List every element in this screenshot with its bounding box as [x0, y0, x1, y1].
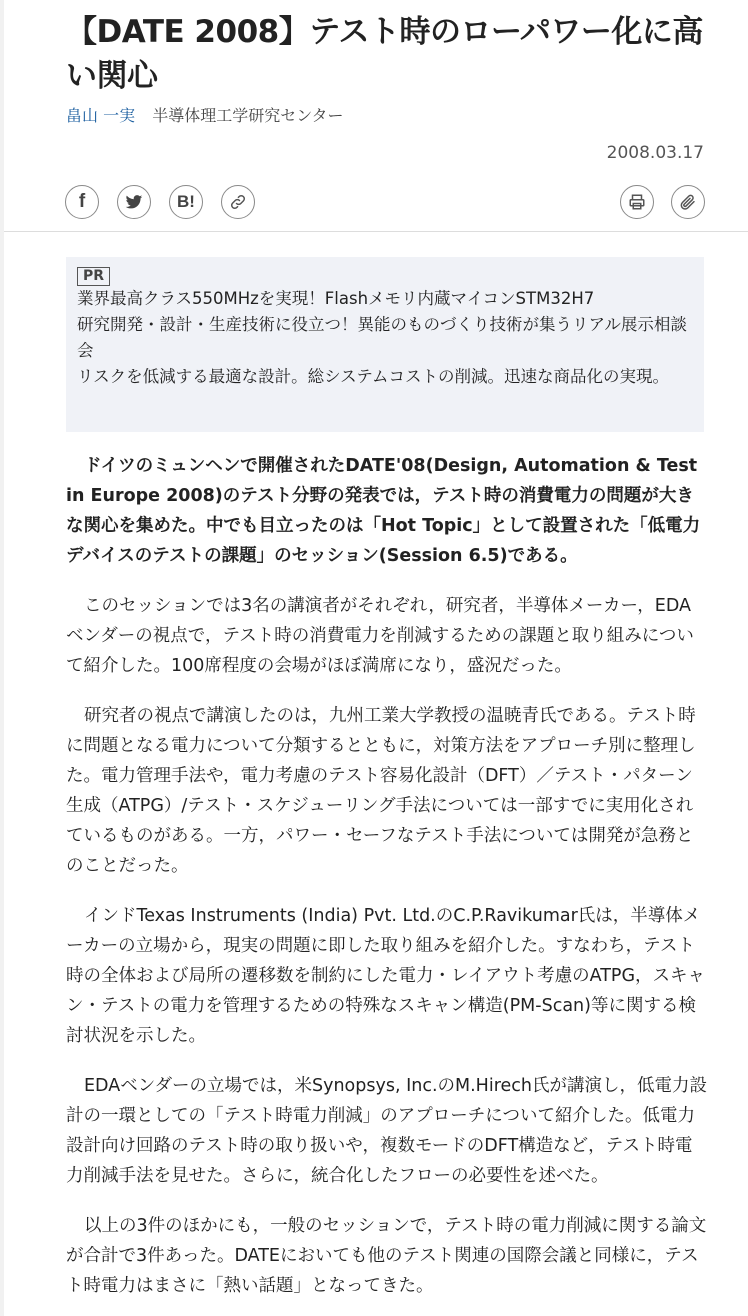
author-affiliation: 半導体理工学研究センター	[152, 106, 344, 125]
print-button[interactable]	[620, 185, 654, 219]
pr-box	[66, 257, 704, 432]
print-icon	[628, 193, 646, 211]
link-icon	[229, 193, 247, 211]
pr-link[interactable]: リスクを低減する最適な設計。総システムコストの削減。迅速な商品化の実現。	[77, 367, 670, 386]
paragraph-text: EDAベンダーの立場では，米Synopsys, Inc.のM.Hirech氏が講演し，低電力設計の一環としての「テスト時電力削減」のアプローチについて紹介した。低電力設計向け回路のテスト時の取り扱いや，複数モードのDFT構造など，テスト時電力削減手法を見せた。さらに，統合化したフローの必要性を述べた。	[66, 1076, 707, 1186]
facebook-share-button[interactable]	[65, 185, 99, 219]
body-paragraph	[66, 901, 708, 1051]
byline	[66, 103, 344, 129]
body-paragraph	[66, 1211, 708, 1301]
article-title: 【DATE 2008】テスト時のローパワー化に高い関心	[66, 14, 703, 94]
publish-date: 2008.03.17	[606, 143, 704, 163]
lead-text: ドイツのミュンヘンで開催されたDATE'08(Design, Automation & Test in Europe 2008)のテスト分野の発表では，テスト時の消費電力の問題が大きな関心を集めた。中でも目立ったのは「Hot Topic」として設置された「低電力デバイスのテストの課題」のセッション(Session 6.5)である。	[66, 456, 701, 566]
page-left-border	[0, 0, 4, 1316]
lead-paragraph	[66, 451, 708, 571]
author-link[interactable]: 畠山 一実	[66, 106, 136, 125]
body-paragraph	[66, 701, 708, 881]
body-paragraph	[66, 1071, 708, 1191]
hatena-bookmark-icon: B!	[177, 192, 195, 211]
twitter-share-button[interactable]	[117, 185, 151, 219]
paragraph-text: このセッションでは3名の講演者がそれぞれ，研究者，半導体メーカー，EDAベンダーの視点で，テスト時の消費電力を削減するための課題と取り組みについて紹介した。100席程度の会場がほぼ満席になり，盛況だった。	[66, 596, 694, 676]
facebook-icon: f	[78, 191, 86, 212]
pr-link[interactable]: 業界最高クラス550MHzを実現！Flashメモリ内蔵マイコンSTM32H7	[77, 289, 595, 308]
twitter-icon	[125, 195, 143, 210]
paragraph-text: 以上の3件のほかにも，一般のセッションで，テスト時の電力削減に関する論文が合計で3件あった。DATEにおいても他のテスト関連の国際会議と同様に，テスト時電力はまさに「熱い話題」となってきた。	[66, 1216, 707, 1296]
copy-link-button[interactable]	[221, 185, 255, 219]
pr-badge: PR	[77, 267, 110, 286]
body-paragraph	[66, 591, 708, 681]
clip-button[interactable]	[671, 185, 705, 219]
paragraph-text: 研究者の視点で講演したのは，九州工業大学教授の温暁青氏である。テスト時に問題となる電力について分類するとともに，対策方法をアプローチ別に整理した。電力管理手法や，電力考慮のテスト容易化設計（DFT）／テスト・パターン生成（ATPG）/テスト・スケジューリング手法については一部すでに実用化されているものがある。一方，パワー・セーフなテスト手法については開発が急務とのことだった。	[66, 706, 696, 876]
clip-icon	[679, 193, 697, 211]
hatena-bookmark-button[interactable]	[169, 185, 203, 219]
header-divider	[4, 231, 748, 232]
paragraph-text: インドTexas Instruments (India) Pvt. Ltd.のC.P.Ravikumar氏は，半導体メーカーの立場から，現実の問題に即した取り組みを紹介した。すなわち，テスト時の全体および局所の遷移数を制約にした電力・レイアウト考慮のATPG，スキャン・テストの電力を管理するための特殊なスキャン構造(PM-Scan)等に関する検討状況を示した。	[66, 906, 706, 1046]
pr-link[interactable]: 研究開発・設計・生産技術に役立つ！異能のものづくり技術が集うリアル展示相談会	[77, 315, 687, 360]
